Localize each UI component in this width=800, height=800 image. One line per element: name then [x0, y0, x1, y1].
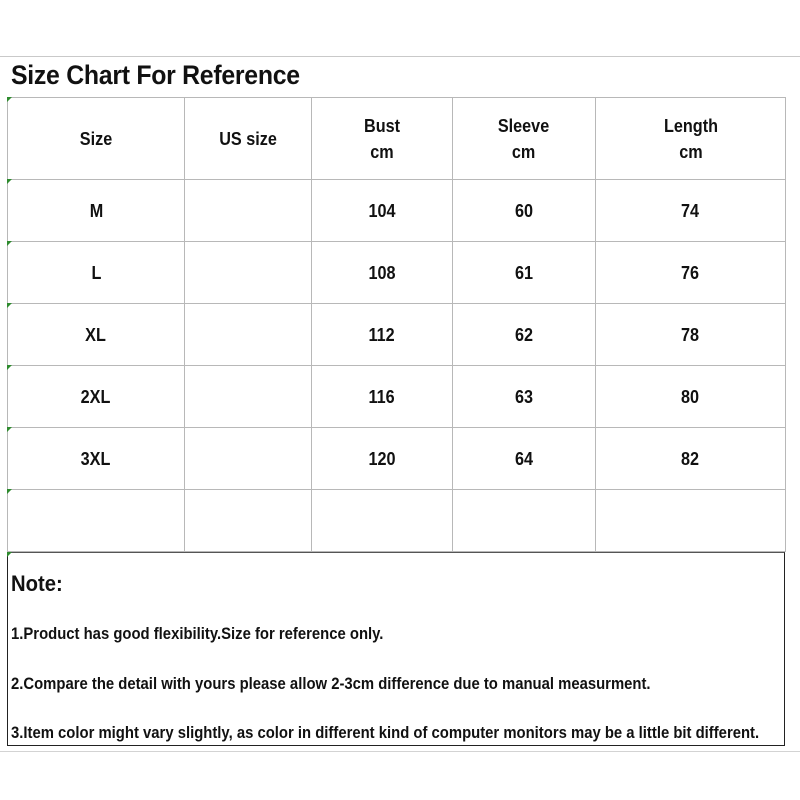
- top-divider: [0, 56, 800, 57]
- table-cell: 82: [596, 428, 786, 490]
- table-cell: 120: [312, 428, 453, 490]
- cell-marker: [7, 241, 12, 246]
- note-line: 3.Item color might vary slightly, as color in different kind of computer monitors may be a little bit different.: [11, 724, 760, 742]
- table-cell: [185, 242, 312, 304]
- note-line: 2.Compare the detail with yours please allow 2-3cm difference due to manual measurment.: [11, 675, 651, 693]
- table-row: [8, 180, 786, 242]
- table-row: [8, 428, 786, 490]
- cell-marker: [7, 179, 12, 184]
- table-cell: 112: [312, 304, 453, 366]
- header-cell: Sleeve cm: [453, 98, 596, 180]
- table-cell: [596, 490, 786, 552]
- table-cell: [185, 366, 312, 428]
- table-cell: 108: [312, 242, 453, 304]
- cell-marker: [7, 365, 12, 370]
- table-cell: 62: [453, 304, 596, 366]
- cell-marker: [7, 303, 12, 308]
- cell-marker: [7, 97, 12, 102]
- notes-title: Note:: [11, 571, 63, 596]
- header-cell: Size: [8, 98, 185, 180]
- table-cell: 116: [312, 366, 453, 428]
- table-row: [8, 366, 786, 428]
- table-cell: 60: [453, 180, 596, 242]
- table-cell: 80: [596, 366, 786, 428]
- table-cell: L: [8, 242, 185, 304]
- cell-marker: [7, 489, 12, 494]
- header-cell: US size: [185, 98, 312, 180]
- header-cell: Length cm: [596, 98, 786, 180]
- table-cell: [185, 428, 312, 490]
- table-cell: 64: [453, 428, 596, 490]
- table-cell: 78: [596, 304, 786, 366]
- table-row: [8, 242, 786, 304]
- table-cell: 104: [312, 180, 453, 242]
- table-cell: [8, 490, 185, 552]
- notes-box: [7, 552, 785, 746]
- table-cell: [185, 180, 312, 242]
- table-cell: 63: [453, 366, 596, 428]
- size-chart-table: [7, 97, 786, 552]
- table-row: [8, 304, 786, 366]
- table-cell: 76: [596, 242, 786, 304]
- table-row-empty: [8, 490, 786, 552]
- table-cell: [453, 490, 596, 552]
- table-cell: 61: [453, 242, 596, 304]
- table-cell: M: [8, 180, 185, 242]
- table-cell: [185, 490, 312, 552]
- table-cell: [185, 304, 312, 366]
- table-cell: 3XL: [8, 428, 185, 490]
- bottom-divider: [0, 751, 800, 752]
- note-line: 1.Product has good flexibility.Size for reference only.: [11, 625, 384, 643]
- table-cell: [312, 490, 453, 552]
- table-cell: XL: [8, 304, 185, 366]
- page-title: Size Chart For Reference: [11, 60, 300, 90]
- header-cell: Bust cm: [312, 98, 453, 180]
- table-header-row: [8, 98, 786, 180]
- table-cell: 74: [596, 180, 786, 242]
- cell-marker: [7, 552, 12, 557]
- cell-marker: [7, 427, 12, 432]
- table-cell: 2XL: [8, 366, 185, 428]
